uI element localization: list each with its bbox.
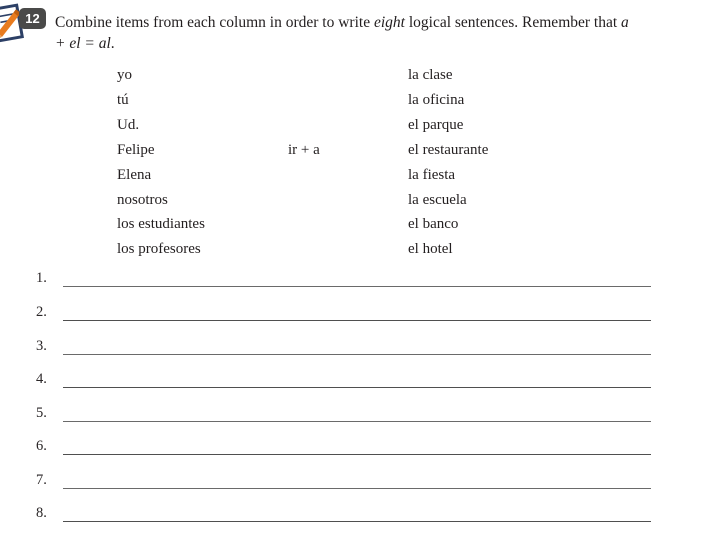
list-item: la fiesta	[408, 166, 456, 183]
answer-number: 6.	[36, 438, 47, 454]
answer-number: 1.	[36, 270, 47, 286]
answer-number: 2.	[36, 304, 47, 320]
list-item: el parque	[408, 116, 464, 133]
answer-blank-line	[63, 267, 651, 287]
answer-row	[36, 267, 651, 287]
answer-row	[36, 335, 651, 355]
answer-blank-line	[63, 402, 651, 422]
answer-row	[36, 402, 651, 422]
answer-row	[36, 502, 651, 522]
instruction-line-2: + el = al.	[55, 35, 115, 52]
verb-column: ir + a	[288, 141, 320, 158]
answer-blank-line	[63, 502, 651, 522]
list-item: tú	[117, 91, 129, 108]
list-item: el hotel	[408, 241, 453, 258]
answer-row	[36, 435, 651, 455]
list-item: Felipe	[117, 141, 155, 158]
list-item: la clase	[408, 67, 453, 83]
answer-number: 4.	[36, 371, 47, 387]
answer-blank-line	[63, 335, 651, 355]
list-item: Ud.	[117, 116, 140, 133]
list-item: la oficina	[408, 91, 465, 108]
list-item: yo	[117, 67, 132, 83]
answer-number: 8.	[36, 505, 47, 521]
instruction-line-1: Combine items from each column in order to write eight logical sentences. Remember that a	[55, 14, 629, 31]
answer-blank-line	[63, 368, 651, 388]
subjects-column	[117, 63, 205, 262]
list-item: los profesores	[117, 241, 201, 258]
list-item: el restaurante	[408, 141, 489, 158]
answer-row	[36, 368, 651, 388]
answer-row	[36, 469, 651, 489]
answer-blank-line	[63, 301, 651, 321]
answer-blank-line	[63, 435, 651, 455]
answer-row	[36, 301, 651, 321]
list-item: el banco	[408, 216, 459, 233]
answer-blank-line	[63, 469, 651, 489]
exercise-number-badge: 12	[19, 8, 46, 29]
list-item: los estudiantes	[117, 216, 205, 233]
answer-number: 7.	[36, 472, 47, 488]
answer-number: 5.	[36, 405, 47, 421]
list-item: Elena	[117, 166, 152, 183]
exercise-instructions	[55, 12, 717, 54]
destinations-column	[408, 63, 488, 262]
answer-number: 3.	[36, 338, 47, 354]
list-item: la escuela	[408, 191, 467, 208]
list-item: nosotros	[117, 191, 168, 208]
